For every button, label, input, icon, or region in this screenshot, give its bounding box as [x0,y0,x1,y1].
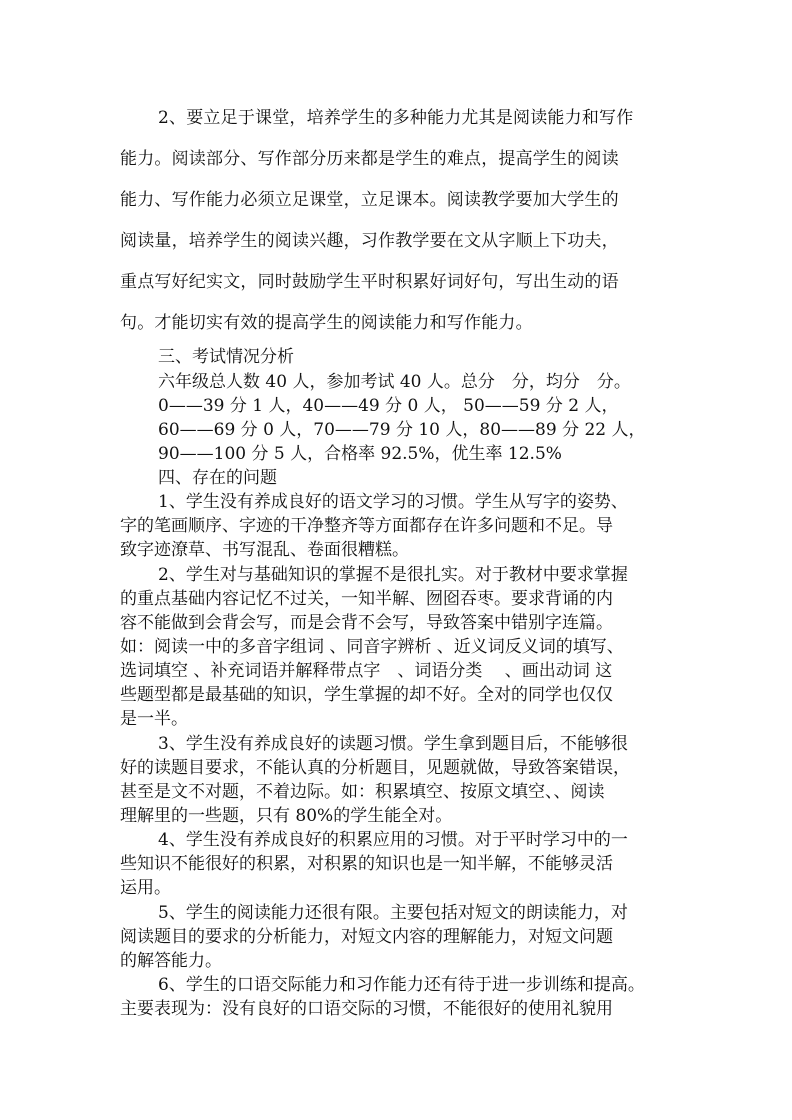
paragraph-line: 六年级总人数 40 人，参加考试 40 人。总分 分，均分 分。 [158,372,631,392]
paragraph-line: 阅读题目的要求的分析能力，对短文内容的理解能力，对短文问题 [120,927,613,947]
paragraph-line: 3、学生没有养成良好的读题习惯。学生拿到题目后，不能够很 [158,734,628,754]
paragraph-line: 如：阅读一中的多音字组词 、同音字辨析 、近义词反义词的填写、 [120,637,624,657]
paragraph-line: 些知识不能很好的积累，对积累的知识也是一知半解，不能够灵活 [120,854,613,874]
paragraph-line: 运用。 [120,878,171,898]
paragraph-line: 的解答能力。 [120,951,222,971]
paragraph-line: 2、要立足于课堂，培养学生的多种能力尤其是阅读能力和写作 [158,108,634,128]
paragraph-line: 字的笔画顺序、字迹的干净整齐等方面都存在许多问题和不足。导 [120,516,613,536]
paragraph-line: 理解里的一些题，只有 80%的学生能全对。 [120,806,453,826]
paragraph-line: 主要表现为：没有良好的口语交际的习惯，不能很好的使用礼貌用 [120,999,613,1019]
paragraph-line: 90——100 分 5 人，合格率 92.5%，优生率 12.5% [158,444,562,464]
paragraph-line: 4、学生没有养成良好的积累应用的习惯。对于平时学习中的一 [158,830,628,850]
paragraph-line: 的重点基础内容记忆不过关，一知半解、囫囵吞枣。要求背诵的内 [120,589,613,609]
paragraph-line: 5、学生的阅读能力还很有限。主要包括对短文的朗读能力，对 [158,903,628,923]
paragraph-line: 些题型都是最基础的知识，学生掌握的却不好。全对的同学也仅仅 [120,685,613,705]
paragraph-line: 选词填空 、补充词语并解释带点字 、词语分类 、画出动词 这 [120,661,613,681]
section-heading: 四、存在的问题 [158,468,277,488]
paragraph-line: 句。才能切实有效的提高学生的阅读能力和写作能力。 [120,313,533,333]
paragraph-line: 能力、写作能力必须立足课堂，立足课本。阅读教学要加大学生的 [120,190,619,210]
paragraph-line: 好的读题目要求，不能认真的分析题目，见题就做，导致答案错误， [120,758,630,778]
paragraph-line: 容不能做到会背会写，而是会背不会写，导致答案中错别字连篇。 [120,613,613,633]
paragraph-line: 60——69 分 0 人，70——79 分 10 人，80——89 分 22 人， [158,420,646,440]
paragraph-line: 是一半。 [120,709,188,729]
section-heading: 三、考试情况分析 [158,347,294,367]
paragraph-line: 甚至是文不对题，不着边际。如：积累填空、按原文填空、、阅读 [120,782,605,802]
paragraph-line: 2、学生对与基础知识的掌握不是很扎实。对于教材中要求掌握 [158,565,628,585]
paragraph-line: 重点写好纪实文，同时鼓励学生平时积累好词好句，写出生动的语 [120,272,619,292]
paragraph-line: 阅读量，培养学生的阅读兴趣，习作教学要在文从字顺上下功夫， [120,231,619,251]
paragraph-line: 0——39 分 1 人，40——49 分 0 人， 50——59 分 2 人， [158,396,619,416]
paragraph-line: 能力。阅读部分、写作部分历来都是学生的难点，提高学生的阅读 [120,149,619,169]
paragraph-line: 6、学生的口语交际能力和习作能力还有待于进一步训练和提高。 [158,975,645,995]
paragraph-line: 致字迹潦草、书写混乱、卷面很糟糕。 [120,540,409,560]
paragraph-line: 1、学生没有养成良好的语文学习的习惯。学生从写字的姿势、 [158,492,628,512]
